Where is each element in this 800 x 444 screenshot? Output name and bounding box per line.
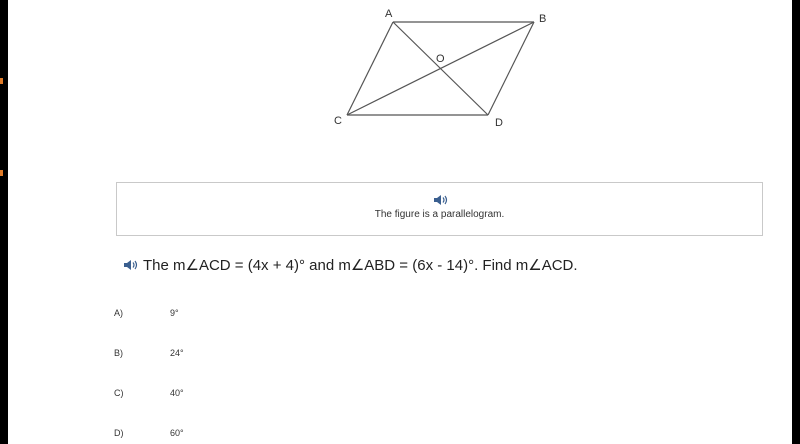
choice-value: 60°	[170, 428, 184, 438]
choice-value: 9°	[170, 308, 179, 318]
question-row	[123, 255, 578, 275]
speaker-icon[interactable]	[433, 194, 449, 206]
choice-value: 24°	[170, 348, 184, 358]
vertex-label-a: A	[385, 8, 393, 20]
choice-value: 40°	[170, 388, 184, 398]
choice-letter: C)	[114, 388, 124, 398]
parallelogram-figure	[8, 0, 792, 145]
info-box	[116, 182, 763, 236]
diagonal-cb	[347, 22, 534, 115]
intersection-label-o: O	[436, 53, 445, 65]
vertex-label-d: D	[495, 117, 503, 129]
window-edge-accent	[0, 170, 3, 176]
parallelogram-diagram	[8, 0, 792, 140]
info-text: The figure is a parallelogram.	[374, 209, 505, 220]
side-bd	[488, 22, 534, 115]
choice-letter: B)	[114, 348, 123, 358]
choice-letter: D)	[114, 428, 124, 438]
vertex-label-b: B	[539, 13, 547, 25]
speaker-icon[interactable]	[123, 259, 139, 271]
choice-letter: A)	[114, 308, 123, 318]
question-text: The m∠ACD = (4x + 4)° and m∠ABD = (6x - 14)°. Find m∠ACD.	[143, 257, 578, 274]
side-ca	[347, 22, 393, 115]
window-edge-accent	[0, 78, 3, 84]
question-page	[8, 0, 792, 444]
vertex-label-c: C	[334, 115, 342, 127]
